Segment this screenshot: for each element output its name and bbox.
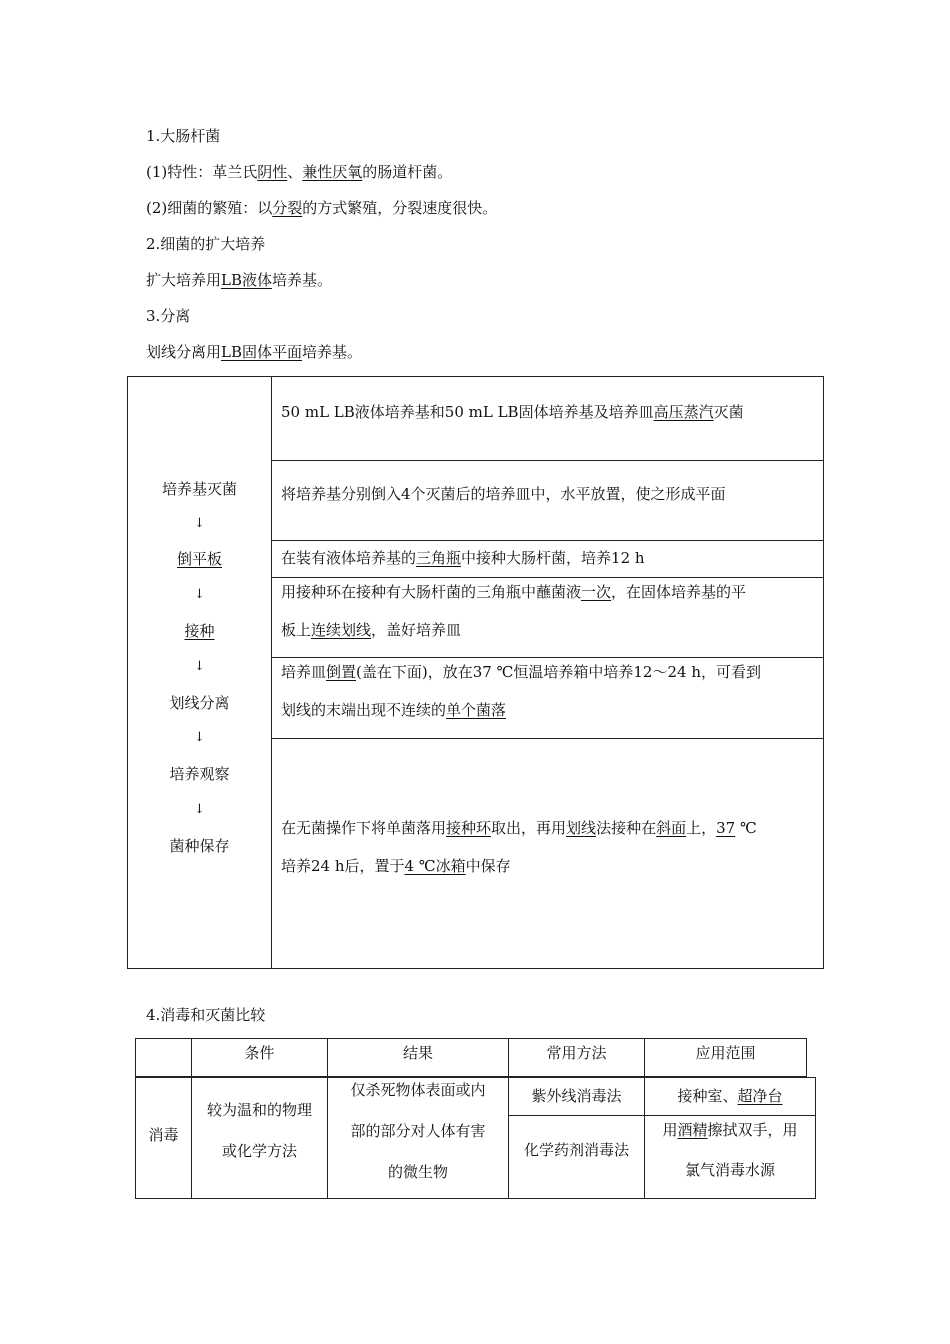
answer-blank: 倒置 — [326, 663, 357, 681]
flow-step-sterilize: 培养基灭菌 — [161, 480, 237, 498]
section1-title: 1.大肠杆菌 — [146, 127, 221, 145]
text: 的肠道杆菌。 — [362, 163, 453, 181]
answer-blank: 划线 — [566, 819, 597, 837]
step-pour-text: 将培养基分别倒入4个灭菌后的培养皿中，水平放置，使之形成平面 — [281, 485, 726, 503]
text-line — [281, 691, 815, 729]
text: 培养基。 — [272, 271, 333, 289]
expansion-line — [146, 270, 332, 290]
step-sterilize-text — [281, 393, 815, 431]
result-text: 仅杀死物体表面或内 — [350, 1081, 486, 1099]
header-scope: 应用范围 — [695, 1044, 756, 1062]
separation-line — [146, 342, 362, 362]
answer-blank: LB固体平面 — [221, 343, 302, 361]
text-line — [281, 809, 815, 847]
flow-step-pour-plate — [128, 549, 271, 569]
text: 上， — [686, 819, 717, 837]
row-divider — [271, 460, 823, 461]
text: ，在固体培养基的平 — [611, 583, 747, 601]
answer-blank: 单个菌落 — [446, 701, 507, 719]
answer-blank: 三角瓶 — [416, 549, 462, 567]
down-arrow-icon: ↓ — [194, 730, 205, 745]
down-arrow-icon: ↓ — [194, 587, 205, 602]
text: 接种室、 — [677, 1087, 738, 1105]
text: 在装有液体培养基的 — [281, 549, 417, 567]
answer-blank: 倒平板 — [176, 550, 222, 568]
flow-step-culture: 培养观察 — [169, 765, 230, 783]
row-divider — [271, 738, 823, 739]
result-text: 部的部分对人体有害 — [350, 1122, 486, 1140]
text: (2)细菌的繁殖：以 — [146, 199, 273, 217]
text: 扩大培养用 — [146, 271, 222, 289]
text-line — [281, 573, 815, 611]
text: 50 mL LB液体培养基和50 mL LB固体培养基及培养皿 — [281, 403, 654, 421]
trait-line — [146, 162, 452, 182]
text: (1)特性：革兰氏 — [146, 163, 258, 181]
answer-blank: 兼性厌氧 — [302, 163, 363, 181]
text: 的方式繁殖，分裂速度很快。 — [302, 199, 498, 217]
text: 中保存 — [465, 857, 511, 875]
condition-text: 较为温和的物理 — [206, 1101, 312, 1119]
answer-blank: 分裂 — [272, 199, 303, 217]
header-method: 常用方法 — [546, 1044, 607, 1062]
row-label-disinfection: 消毒 — [148, 1126, 179, 1144]
step-inoculate-text — [281, 573, 815, 649]
text: ，盖好培养皿 — [371, 621, 462, 639]
flow-step-preserve: 菌种保存 — [169, 837, 230, 855]
answer-blank: 阴性 — [257, 163, 288, 181]
flow-step-inoculate — [128, 621, 271, 641]
text: ℃ — [735, 819, 757, 837]
text: 划线的末端出现不连续的 — [281, 701, 447, 719]
step-incubate-text — [281, 653, 815, 729]
text: (盖在下面)，放在37 ℃恒温培养箱中培养12～24 h，可看到 — [356, 663, 761, 681]
answer-blank: 一次 — [581, 583, 612, 601]
scope-uv — [644, 1078, 816, 1114]
step-culture-text — [281, 539, 815, 577]
down-arrow-icon: ↓ — [194, 802, 205, 817]
condition-text: 或化学方法 — [221, 1142, 297, 1160]
scope-chemical — [644, 1112, 816, 1148]
header-cell-empty — [135, 1038, 192, 1077]
section2-title: 2.细菌的扩大培养 — [146, 235, 266, 253]
section3-title: 3.分离 — [146, 307, 191, 325]
answer-blank: 连续划线 — [311, 621, 372, 639]
text: 用 — [662, 1121, 678, 1139]
text: 取出，再用 — [491, 819, 567, 837]
down-arrow-icon: ↓ — [194, 659, 205, 674]
text-line — [281, 611, 815, 649]
text: 板上 — [281, 621, 312, 639]
answer-blank: 37 — [716, 819, 736, 837]
text: 、 — [287, 163, 303, 181]
text: 在无菌操作下将单菌落用 — [281, 819, 447, 837]
column-divider — [271, 377, 272, 968]
header-condition: 条件 — [244, 1044, 275, 1062]
text: 培养基。 — [302, 343, 363, 361]
reproduction-line — [146, 198, 497, 218]
flow-step-streak: 划线分离 — [169, 694, 230, 712]
answer-blank: 接种环 — [446, 819, 492, 837]
answer-blank: 酒精 — [677, 1121, 708, 1139]
text: 培养皿 — [281, 663, 327, 681]
text: 法接种在 — [596, 819, 657, 837]
scope-chemical: 氯气消毒水源 — [684, 1161, 775, 1179]
text: 擦拭双手，用 — [707, 1121, 798, 1139]
answer-blank: 高压蒸汽 — [653, 403, 714, 421]
text: 培养24 h后，置于 — [281, 857, 405, 875]
answer-blank: LB液体 — [221, 271, 272, 289]
answer-blank: 4 ℃冰箱 — [404, 857, 466, 875]
method-uv: 紫外线消毒法 — [531, 1087, 622, 1105]
answer-blank: 斜面 — [656, 819, 687, 837]
text-line — [281, 653, 815, 691]
procedure-table — [127, 376, 824, 969]
result-text: 的微生物 — [387, 1163, 448, 1181]
section4-title: 4.消毒和灭菌比较 — [146, 1006, 266, 1024]
method-chemical: 化学药剂消毒法 — [523, 1141, 629, 1159]
text: 灭菌 — [713, 403, 744, 421]
text-line — [281, 847, 815, 885]
answer-blank: 超净台 — [737, 1087, 783, 1105]
text: 划线分离用 — [146, 343, 222, 361]
header-result: 结果 — [402, 1044, 433, 1062]
text: 用接种环在接种有大肠杆菌的三角瓶中蘸菌液 — [281, 583, 582, 601]
text: 中接种大肠杆菌，培养12 h — [461, 549, 645, 567]
answer-blank: 接种 — [184, 622, 215, 640]
step-preserve-text — [281, 809, 815, 885]
down-arrow-icon: ↓ — [194, 516, 205, 531]
